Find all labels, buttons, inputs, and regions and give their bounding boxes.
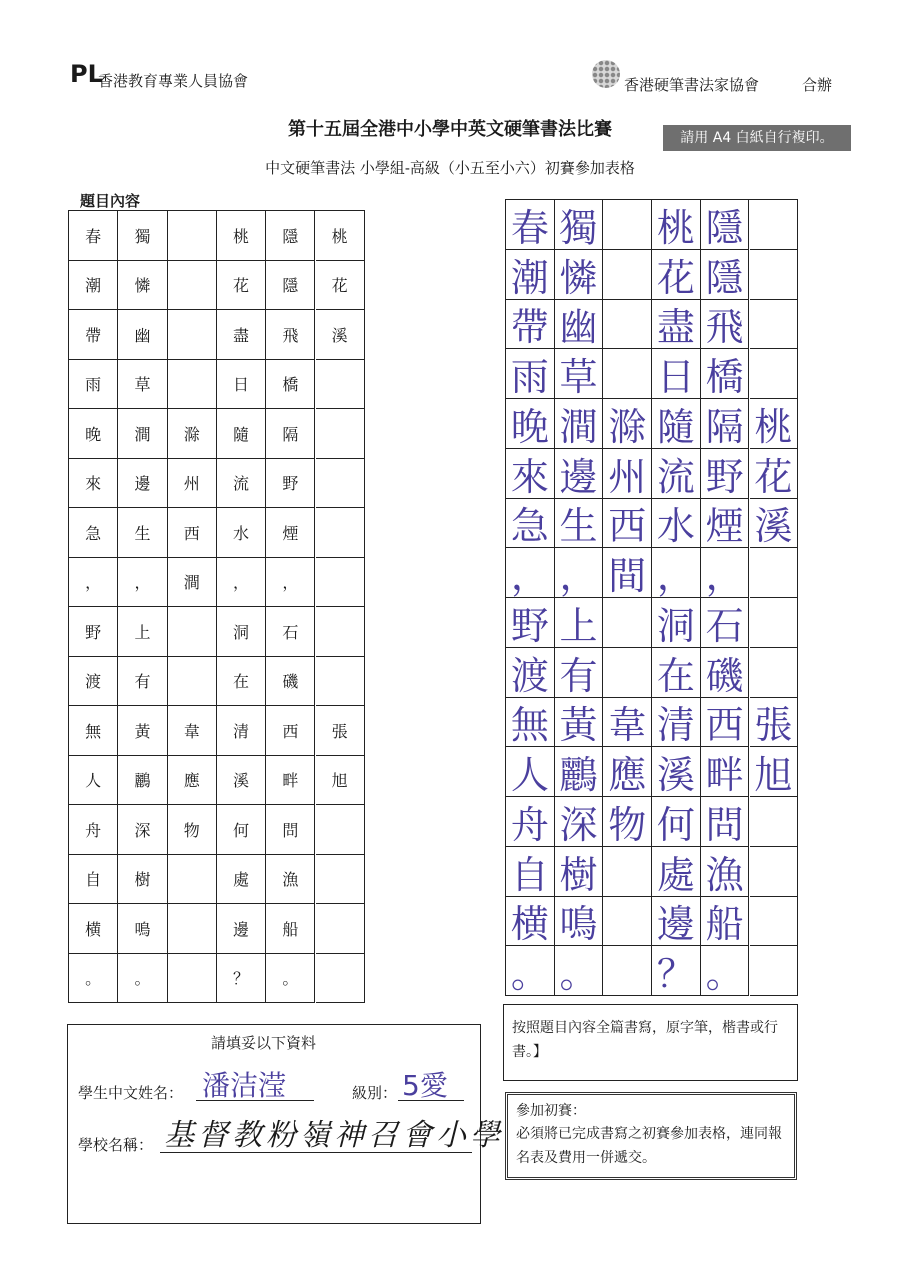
printed-poem-grid xyxy=(68,210,365,1003)
printed-char-cell: 水 xyxy=(217,508,266,558)
printed-char-cell: 盡 xyxy=(217,310,266,360)
handwritten-char-cell: 來 xyxy=(506,449,555,499)
printed-char-cell: 洞 xyxy=(217,607,266,657)
school-name-value[interactable]: 基督教粉嶺神召會小學 xyxy=(164,1118,504,1153)
printed-char-cell: 黃 xyxy=(118,706,167,756)
handwritten-char-cell: 州 xyxy=(603,449,652,499)
handwritten-char-cell: 。 xyxy=(506,946,555,996)
handwritten-char-cell: 旭 xyxy=(750,747,799,797)
printed-char-cell xyxy=(168,855,217,905)
handwritten-char-cell: 横 xyxy=(506,897,555,947)
printed-char-cell: 有 xyxy=(118,657,167,707)
edu-association-logo: PL xyxy=(70,60,103,88)
org-left-name: 香港教育專業人員協會 xyxy=(98,72,249,90)
handwritten-char-cell: 間 xyxy=(603,548,652,598)
printed-char-cell: 邊 xyxy=(118,459,167,509)
class-value[interactable]: 5愛 xyxy=(402,1069,448,1102)
printed-char-cell: 雨 xyxy=(69,360,118,410)
handwritten-char-cell: 上 xyxy=(555,598,604,648)
info-box-heading: 請填妥以下資料 xyxy=(211,1034,317,1052)
org-right-name: 香港硬筆書法家協會 xyxy=(624,76,760,94)
handwritten-poem-grid xyxy=(505,199,798,996)
printed-char-cell xyxy=(316,558,365,608)
printed-char-cell: 流 xyxy=(217,459,266,509)
handwritten-char-cell: 處 xyxy=(652,847,701,897)
printed-char-cell: ， xyxy=(266,558,315,608)
handwritten-char-cell xyxy=(603,598,652,648)
joint-organizer-label: 合辦 xyxy=(802,76,833,94)
printed-char-cell: 石 xyxy=(266,607,315,657)
printed-char-cell: 西 xyxy=(168,508,217,558)
printed-char-cell: 隨 xyxy=(217,409,266,459)
handwritten-char-cell: 張 xyxy=(750,698,799,748)
handwritten-char-cell: 桃 xyxy=(652,200,701,250)
printed-char-cell: 鳴 xyxy=(118,904,167,954)
handwritten-char-cell: 隱 xyxy=(701,250,750,300)
printed-char-cell: 晚 xyxy=(69,409,118,459)
printed-char-cell: 何 xyxy=(217,805,266,855)
printed-char-cell xyxy=(316,805,365,855)
printed-char-cell: 溪 xyxy=(217,756,266,806)
handwritten-char-cell: 飛 xyxy=(701,300,750,350)
printed-char-cell: 渡 xyxy=(69,657,118,707)
handwritten-char-cell: 花 xyxy=(652,250,701,300)
printed-char-cell: 。 xyxy=(118,954,167,1004)
handwritten-char-cell: 野 xyxy=(506,598,555,648)
handwritten-char-cell: 有 xyxy=(555,648,604,698)
calligraphy-association-logo xyxy=(592,60,620,88)
handwritten-char-cell: 物 xyxy=(603,797,652,847)
handwritten-char-cell: 洞 xyxy=(652,598,701,648)
handwritten-char-cell: 黃 xyxy=(555,698,604,748)
handwritten-char-cell: 盡 xyxy=(652,300,701,350)
handwritten-char-cell: 隔 xyxy=(701,399,750,449)
submission-note-body: 必須將已完成書寫之初賽參加表格，連同報名表及費用一併遞交。 xyxy=(516,1126,782,1166)
student-name-value[interactable]: 潘洁滢 xyxy=(202,1069,287,1102)
handwritten-char-cell: 鳴 xyxy=(555,897,604,947)
printed-char-cell: 在 xyxy=(217,657,266,707)
printed-char-cell: 澗 xyxy=(168,558,217,608)
printed-char-cell: 上 xyxy=(118,607,167,657)
handwritten-char-cell: 何 xyxy=(652,797,701,847)
handwritten-char-cell xyxy=(603,897,652,947)
printed-char-cell: 幽 xyxy=(118,310,167,360)
handwritten-char-cell: 橋 xyxy=(701,349,750,399)
handwritten-char-cell xyxy=(603,200,652,250)
printed-char-cell: 溪 xyxy=(316,310,365,360)
handwritten-char-cell: 西 xyxy=(701,698,750,748)
handwritten-char-cell: 石 xyxy=(701,598,750,648)
handwritten-char-cell: 無 xyxy=(506,698,555,748)
handwritten-char-cell: 韋 xyxy=(603,698,652,748)
printed-char-cell: 橋 xyxy=(266,360,315,410)
printed-char-cell: 飛 xyxy=(266,310,315,360)
printed-char-cell: 急 xyxy=(69,508,118,558)
printed-char-cell: 桃 xyxy=(217,211,266,261)
printed-char-cell: 憐 xyxy=(118,261,167,311)
printed-char-cell: 澗 xyxy=(118,409,167,459)
content-label: 題目內容 xyxy=(80,192,141,210)
handwritten-char-cell: 人 xyxy=(506,747,555,797)
handwritten-char-cell xyxy=(750,648,799,698)
printed-char-cell xyxy=(316,360,365,410)
handwritten-char-cell: 邊 xyxy=(652,897,701,947)
handwritten-char-cell xyxy=(750,598,799,648)
printed-char-cell xyxy=(316,657,365,707)
handwritten-char-cell: 春 xyxy=(506,200,555,250)
printed-char-cell: 隔 xyxy=(266,409,315,459)
handwritten-char-cell: 憐 xyxy=(555,250,604,300)
handwritten-char-cell: 船 xyxy=(701,897,750,947)
handwritten-char-cell: 桃 xyxy=(750,399,799,449)
handwritten-char-cell: 自 xyxy=(506,847,555,897)
printed-char-cell: 自 xyxy=(69,855,118,905)
printed-char-cell: 帶 xyxy=(69,310,118,360)
handwritten-char-cell: ， xyxy=(701,548,750,598)
printed-char-cell: 州 xyxy=(168,459,217,509)
printed-char-cell: 張 xyxy=(316,706,365,756)
handwritten-char-cell: 獨 xyxy=(555,200,604,250)
printed-char-cell xyxy=(316,855,365,905)
printed-char-cell xyxy=(168,211,217,261)
handwritten-char-cell: 溪 xyxy=(652,747,701,797)
handwritten-char-cell: 幽 xyxy=(555,300,604,350)
handwritten-char-cell: 流 xyxy=(652,449,701,499)
handwritten-char-cell: ， xyxy=(506,548,555,598)
printed-char-cell: 煙 xyxy=(266,508,315,558)
printed-char-cell: 無 xyxy=(69,706,118,756)
handwritten-char-cell: 急 xyxy=(506,499,555,549)
printed-char-cell xyxy=(168,904,217,954)
printed-char-cell: 潮 xyxy=(69,261,118,311)
handwritten-char-cell: 煙 xyxy=(701,499,750,549)
handwritten-char-cell: 晚 xyxy=(506,399,555,449)
handwritten-char-cell: 隱 xyxy=(701,200,750,250)
printed-char-cell: ， xyxy=(69,558,118,608)
handwritten-char-cell: 舟 xyxy=(506,797,555,847)
handwritten-char-cell: 深 xyxy=(555,797,604,847)
handwritten-char-cell: ？ xyxy=(652,946,701,996)
handwritten-char-cell: 畔 xyxy=(701,747,750,797)
printed-char-cell: 滁 xyxy=(168,409,217,459)
handwritten-char-cell: 生 xyxy=(555,499,604,549)
printed-char-cell: 樹 xyxy=(118,855,167,905)
printed-char-cell: 花 xyxy=(316,261,365,311)
printed-char-cell xyxy=(168,360,217,410)
printed-char-cell xyxy=(316,508,365,558)
printed-char-cell: 野 xyxy=(266,459,315,509)
handwritten-char-cell xyxy=(603,349,652,399)
printed-char-cell: 清 xyxy=(217,706,266,756)
handwritten-char-cell: 滁 xyxy=(603,399,652,449)
handwritten-char-cell: 問 xyxy=(701,797,750,847)
printed-char-cell: 問 xyxy=(266,805,315,855)
handwritten-char-cell: ， xyxy=(555,548,604,598)
printed-char-cell: 春 xyxy=(69,211,118,261)
handwritten-char-cell: 草 xyxy=(555,349,604,399)
printed-char-cell: ？ xyxy=(217,954,266,1004)
class-underline xyxy=(398,1100,464,1101)
instruction-text: 按照題目內容全篇書寫，原字筆，楷書或行書。】 xyxy=(512,1020,778,1060)
handwritten-char-cell: 磯 xyxy=(701,648,750,698)
printed-char-cell: 船 xyxy=(266,904,315,954)
handwritten-char-cell: 清 xyxy=(652,698,701,748)
printed-char-cell xyxy=(316,409,365,459)
printed-char-cell: 韋 xyxy=(168,706,217,756)
printed-char-cell xyxy=(168,657,217,707)
handwritten-char-cell xyxy=(750,349,799,399)
printed-char-cell: 隱 xyxy=(266,211,315,261)
handwritten-char-cell: 鸝 xyxy=(555,747,604,797)
handwritten-char-cell: 西 xyxy=(603,499,652,549)
handwritten-char-cell xyxy=(750,897,799,947)
handwritten-char-cell: 潮 xyxy=(506,250,555,300)
printed-char-cell xyxy=(168,310,217,360)
handwritten-char-cell: 。 xyxy=(555,946,604,996)
competition-title: 第十五屆全港中小學中英文硬筆書法比賽 xyxy=(288,119,612,140)
handwritten-char-cell: ， xyxy=(652,548,701,598)
printed-char-cell: 旭 xyxy=(316,756,365,806)
printed-char-cell: 生 xyxy=(118,508,167,558)
printed-char-cell xyxy=(168,954,217,1004)
printed-char-cell xyxy=(168,607,217,657)
handwritten-char-cell: 花 xyxy=(750,449,799,499)
handwritten-char-cell xyxy=(603,847,652,897)
printed-char-cell xyxy=(316,459,365,509)
printed-char-cell: 西 xyxy=(266,706,315,756)
printed-char-cell: 獨 xyxy=(118,211,167,261)
printed-char-cell xyxy=(316,904,365,954)
handwritten-char-cell: 應 xyxy=(603,747,652,797)
handwritten-char-cell xyxy=(750,548,799,598)
photocopy-notice: 請用 A4 白紙自行複印。 xyxy=(663,125,851,151)
printed-char-cell xyxy=(316,607,365,657)
handwritten-char-cell: 澗 xyxy=(555,399,604,449)
printed-char-cell: ， xyxy=(217,558,266,608)
printed-char-cell: 。 xyxy=(266,954,315,1004)
printed-char-cell: 處 xyxy=(217,855,266,905)
printed-char-cell: 舟 xyxy=(69,805,118,855)
handwritten-char-cell: 漁 xyxy=(701,847,750,897)
handwritten-char-cell xyxy=(750,300,799,350)
handwritten-char-cell xyxy=(750,200,799,250)
handwritten-char-cell xyxy=(750,797,799,847)
printed-char-cell: 野 xyxy=(69,607,118,657)
printed-char-cell: 物 xyxy=(168,805,217,855)
handwritten-char-cell xyxy=(603,250,652,300)
handwritten-char-cell: 日 xyxy=(652,349,701,399)
printed-char-cell: 。 xyxy=(69,954,118,1004)
handwritten-char-cell: 樹 xyxy=(555,847,604,897)
school-name-label: 學校名稱： xyxy=(78,1136,154,1154)
student-name-underline xyxy=(196,1100,314,1101)
student-name-label: 學生中文姓名： xyxy=(78,1084,184,1102)
handwritten-char-cell: 野 xyxy=(701,449,750,499)
printed-char-cell xyxy=(316,954,365,1004)
handwritten-char-cell: 水 xyxy=(652,499,701,549)
handwritten-char-cell: 帶 xyxy=(506,300,555,350)
submission-note-heading: 參加初賽： xyxy=(516,1103,586,1119)
printed-char-cell: ， xyxy=(118,558,167,608)
printed-char-cell: 人 xyxy=(69,756,118,806)
handwritten-char-cell: 雨 xyxy=(506,349,555,399)
school-name-underline xyxy=(160,1152,472,1153)
printed-char-cell: 來 xyxy=(69,459,118,509)
printed-char-cell: 深 xyxy=(118,805,167,855)
printed-char-cell: 磯 xyxy=(266,657,315,707)
printed-char-cell: 應 xyxy=(168,756,217,806)
handwritten-char-cell xyxy=(603,648,652,698)
printed-char-cell: 鸝 xyxy=(118,756,167,806)
printed-char-cell: 花 xyxy=(217,261,266,311)
printed-char-cell: 漁 xyxy=(266,855,315,905)
printed-char-cell: 桃 xyxy=(316,211,365,261)
handwritten-char-cell xyxy=(603,946,652,996)
printed-char-cell: 畔 xyxy=(266,756,315,806)
handwritten-char-cell xyxy=(603,300,652,350)
handwritten-char-cell: 溪 xyxy=(750,499,799,549)
printed-char-cell: 横 xyxy=(69,904,118,954)
handwritten-char-cell: 。 xyxy=(701,946,750,996)
printed-char-cell: 草 xyxy=(118,360,167,410)
handwritten-char-cell: 邊 xyxy=(555,449,604,499)
handwritten-char-cell: 隨 xyxy=(652,399,701,449)
handwritten-char-cell: 在 xyxy=(652,648,701,698)
handwritten-char-cell xyxy=(750,250,799,300)
printed-char-cell: 隱 xyxy=(266,261,315,311)
form-subtitle: 中文硬筆書法 小學組-高級（小五至小六）初賽參加表格 xyxy=(265,159,635,177)
printed-char-cell: 日 xyxy=(217,360,266,410)
handwritten-char-cell xyxy=(750,946,799,996)
printed-char-cell: 邊 xyxy=(217,904,266,954)
class-label: 級別： xyxy=(352,1084,398,1102)
handwritten-char-cell xyxy=(750,847,799,897)
handwritten-char-cell: 渡 xyxy=(506,648,555,698)
printed-char-cell xyxy=(168,261,217,311)
